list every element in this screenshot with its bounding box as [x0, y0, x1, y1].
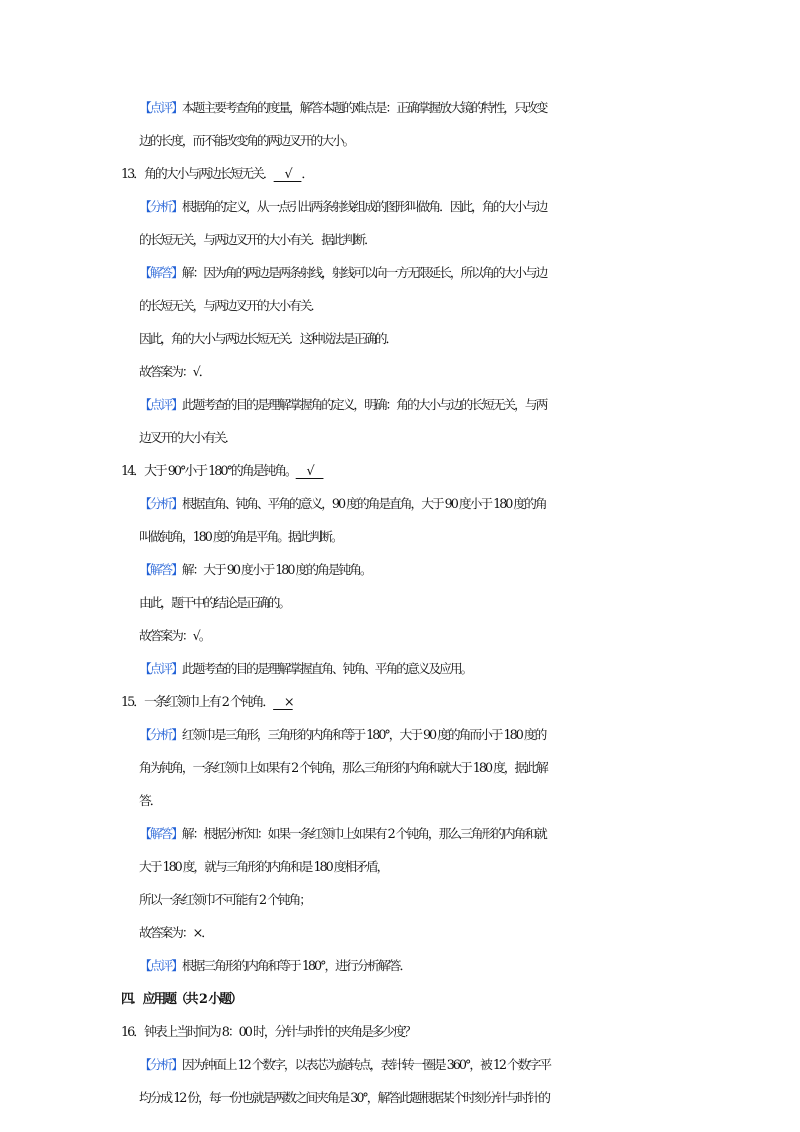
q16-analysis-line-2: 均分成 12 份，每一份也就是两数之间夹角是 30°，解答此题根据某个时刻分针与时针的 [139, 1091, 550, 1106]
q15-analysis-line-3: 答． [139, 794, 161, 809]
q15-comment-line-1: 【点评】根据三角形的内角和等于 180°，进行分析解答． [139, 959, 411, 974]
q15-answer-line-3: 所以一条红领巾不可能有 2 个钝角； [139, 893, 310, 908]
q14-analysis-line-2: 叫做钝角，180 度的角是平角。据此判断。 [139, 530, 342, 545]
q16-stem: 16．钟表上当时间为 8：00 时，分针与时针的夹角是多少度？ [121, 1025, 415, 1040]
q14-answer-line-2: 由此，题干中的结论是正确的。 [139, 596, 290, 611]
q13-analysis-line-1: 【分析】根据角的定义，从一点引出两条射线组成的图形叫做角．因此，角的大小与边 [139, 200, 547, 215]
q14-comment-line-1: 【点评】此题考查的目的是理解掌握直角、钝角、平角的意义及应用。 [139, 662, 472, 677]
q12-comment-line-1: 【点评】本题主要考查角的度量，解答本题的难点是：正确掌握放大镜的特性，只改变 [139, 101, 547, 116]
comment-tag: 【点评】 [139, 662, 182, 677]
q13-analysis-line-2: 的长短无关，与两边叉开的大小有关．据此判断． [139, 233, 375, 248]
comment-tag: 【点评】 [139, 398, 182, 413]
q15-stem: 15．一条红领巾上有 2 个钝角． × [121, 693, 800, 713]
q13-comment-line-1: 【点评】此题考查的目的是理解掌握角的定义，明确：角的大小与边的长短无关，与两 [139, 398, 547, 413]
q13-answer-line-3: 因此，角的大小与两边长短无关．这种说法是正确的． [139, 332, 397, 347]
q14-answer-line-3: 故答案为：√。 [139, 629, 210, 644]
analysis-tag: 【分析】 [139, 497, 182, 512]
q14-answer-line-1: 【解答】解：大于 90 度小于 180 度的角是钝角。 [139, 563, 371, 578]
answer-tag: 【解答】 [139, 266, 182, 281]
q15-analysis-line-2: 角为钝角，一条红领巾上如果有 2 个钝角，那么三角形的内角和就大于 180 度，据此解 [139, 761, 547, 776]
answer-tag: 【解答】 [139, 827, 182, 842]
section-heading: 四．应用题（共 2 小题） [121, 992, 241, 1007]
analysis-tag: 【分析】 [139, 1058, 182, 1073]
q15-answer-blank: × [273, 695, 293, 710]
analysis-tag: 【分析】 [139, 200, 182, 215]
q13-stem: 13．角的大小与两边长短无关． √ ． [121, 165, 800, 185]
q15-answer-line-4: 故答案为：×． [139, 926, 212, 941]
comment-tag: 【点评】 [139, 959, 182, 974]
q13-answer-line-1: 【解答】解：因为角的两边是两条射线，射线可以向一方无限延长，所以角的大小与边 [139, 266, 547, 281]
q12-comment-line-2: 边的长度，而不能改变角的两边叉开的大小。 [139, 134, 354, 149]
comment-tag: 【点评】 [139, 101, 182, 116]
q15-analysis-line-1: 【分析】红领巾是三角形，三角形的内角和等于 180°，大于 90 度的角而小于 180 度的 [139, 728, 546, 743]
q13-answer-blank: √ [273, 167, 302, 182]
q14-analysis-line-1: 【分析】根据直角、钝角、平角的意义，90 度的角是直角，大于 90 度小于 180 度的角 [139, 497, 546, 512]
q13-comment-line-2: 边叉开的大小有关． [139, 431, 236, 446]
q13-answer-line-2: 的长短无关，与两边叉开的大小有关． [139, 299, 322, 314]
q14-stem: 14．大于 90°小于 180°的角是钝角。 √ [121, 462, 800, 482]
answer-tag: 【解答】 [139, 563, 182, 578]
q13-answer-line-4: 故答案为：√． [139, 365, 210, 380]
q15-answer-line-2: 大于 180 度，就与三角形的内角和是 180 度相矛盾， [139, 860, 388, 875]
analysis-tag: 【分析】 [139, 728, 182, 743]
q15-answer-line-1: 【解答】解：根据分析知：如果一条红领巾上如果有 2 个钝角，那么三角形的内角和就 [139, 827, 546, 842]
q16-analysis-line-1: 【分析】因为钟面上 12 个数字，以表芯为旋转点，表针转一圈是 360°，被 12 个数字平 [139, 1058, 550, 1073]
q14-answer-blank: √ [295, 464, 324, 479]
